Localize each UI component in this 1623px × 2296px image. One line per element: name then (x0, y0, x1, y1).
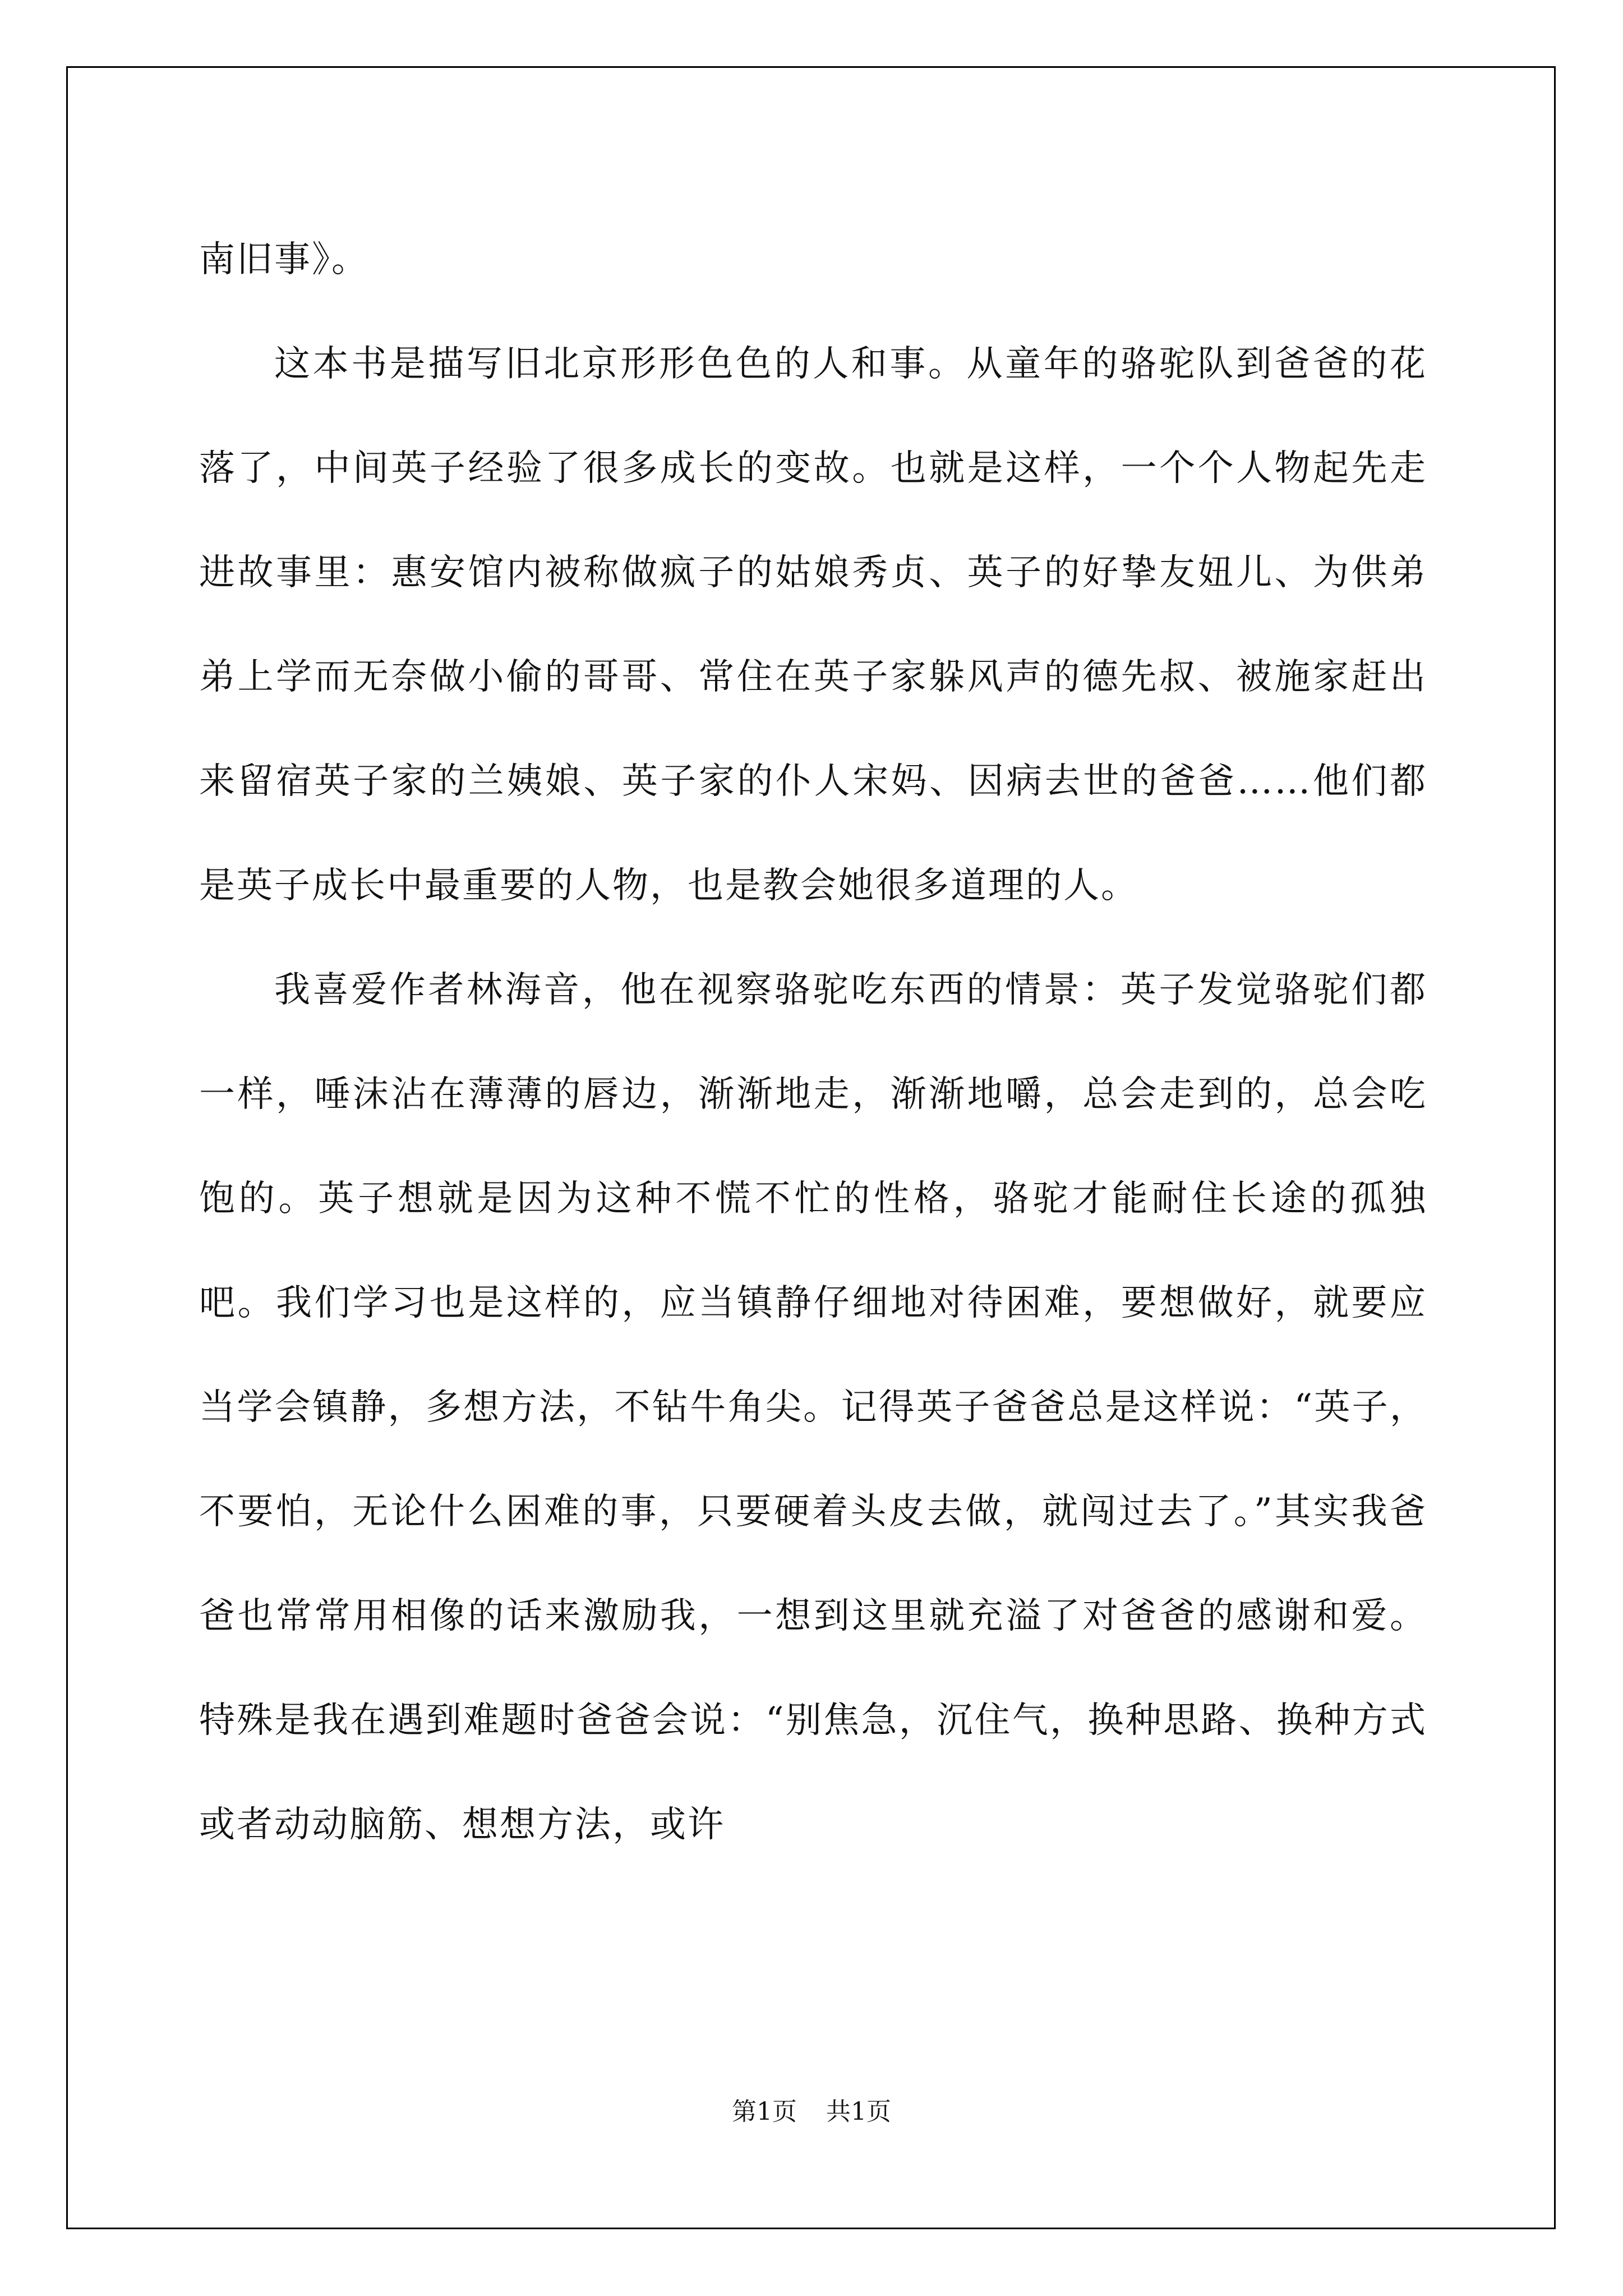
page-total: 共1页 (826, 2097, 891, 2126)
page-number: 第1页 (732, 2097, 797, 2126)
page-footer (0, 2091, 1623, 2127)
paragraph: 南旧事》。 (199, 239, 369, 280)
paragraph: 这本书是描写旧北京形形色色的人和事。从童年的骆驼队到爸爸的花落了，中间英子经验了很多成长的变故。也就是这样，一个个人物起先走进故事里：惠安馆内被称做疯子的姑娘秀贞、英子的好挚友妞儿、为供弟弟上学而无奈做小偷的哥哥、常住在英子家躲风声的德先叔、被施家赶出来留宿英子家的兰姨娘、英子家的仆人宋妈、因病去世的爸爸……他们都是英子成长中最重要的人物，也是教会她很多道理的人。 (199, 343, 1427, 907)
paragraph: 我喜爱作者林海音，他在视察骆驼吃东西的情景：英子发觉骆驼们都一样，唾沫沾在薄薄的唇边，渐渐地走，渐渐地嚼，总会走到的，总会吃饱的。英子想就是因为这种不慌不忙的性格，骆驼才能耐住长途的孤独吧。我们学习也是这样的，应当镇静仔细地对待困难，要想做好，就要应当学会镇静，多想方法，不钻牛角尖。记得英子爸爸总是这样说：“英子，不要怕，无论什么困难的事，只要硬着头皮去做，就闯过去了。”其实我爸爸也常常用相像的话来激励我，一想到这里就充溢了对爸爸的感谢和爱。特殊是我在遇到难题时爸爸会说：“别焦急，沉住气，换种思路、换种方式或者动动脑筋、想想方法，或许 (199, 969, 1427, 1846)
document-body (199, 208, 1427, 1877)
